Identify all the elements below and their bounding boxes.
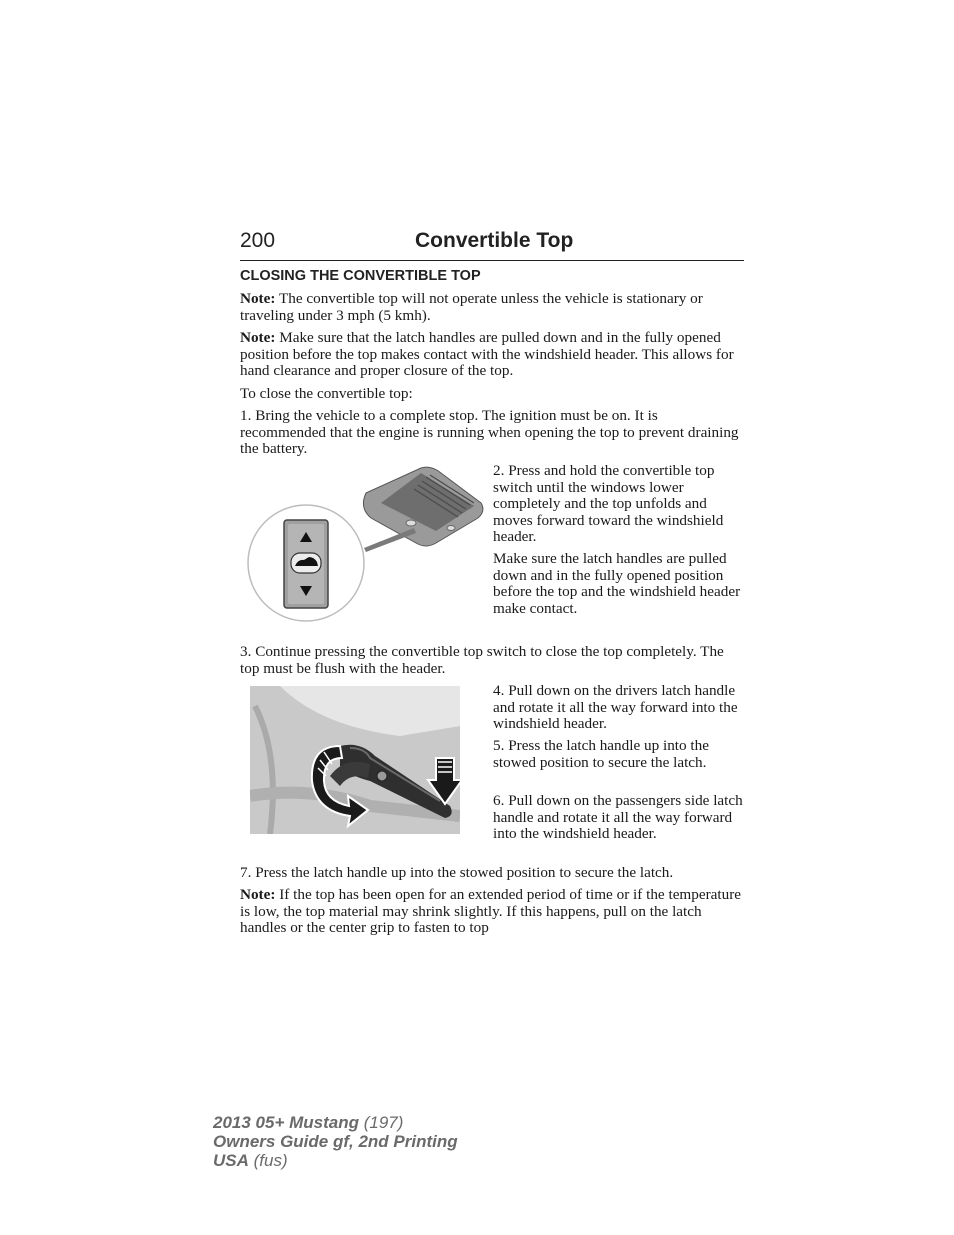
footer-line — [213, 1132, 458, 1151]
step-1: 1. Bring the vehicle to a complete stop. The ignition must be on. It is recommended that the engine is running when opening the top to prevent draining the battery. — [240, 407, 739, 457]
convertible-switch-figure — [246, 463, 486, 628]
footer-code: (197) — [359, 1113, 404, 1132]
note-text: If the top has been open for an extended period of time or if the temperature is low, the top material may shrink slightly. If this happens, pull on the latch handles or the center grip to fasten to top — [240, 886, 741, 936]
footer-line — [213, 1113, 458, 1132]
step-2-note: Make sure the latch handles are pulled down and in the fully opened position before the top and the windshield header make contact. — [493, 550, 741, 617]
step-5: 5. Press the latch handle up into the stowed position to secure the latch. — [493, 737, 709, 771]
note-text: Make sure that the latch handles are pulled down and in the fully opened position before the top makes contact with the windshield header. This allows for hand clearance and proper closure of the top. — [240, 329, 734, 379]
note-label: Note: — [240, 329, 276, 346]
note-paragraph — [240, 291, 744, 324]
chapter-title: Convertible Top — [415, 229, 574, 252]
step-4: 4. Pull down on the drivers latch handle and rotate it all the way forward into the windshield header. — [493, 682, 738, 732]
note-label: Note: — [240, 886, 276, 903]
page-header — [240, 229, 744, 261]
console-icon — [363, 467, 483, 546]
note-label: Note: — [240, 290, 276, 307]
footer-market-code: (fus) — [248, 1151, 288, 1170]
footer-market: USA — [213, 1151, 249, 1170]
note-text: The convertible top will not operate unless the vehicle is stationary or traveling under 3 mph (5 kmh). — [240, 290, 703, 324]
footer-line — [213, 1151, 458, 1170]
section-heading: CLOSING THE CONVERTIBLE TOP — [240, 268, 481, 284]
footer-guide: Owners Guide gf, 2nd Printing — [213, 1132, 458, 1151]
footer-model: 2013 05+ Mustang — [213, 1113, 359, 1132]
page-footer — [213, 1113, 458, 1170]
latch-handle-figure — [250, 686, 460, 834]
step-2: 2. Press and hold the convertible top switch until the windows lower completely and the top unfolds and moves forward toward the windshield header. — [493, 462, 724, 545]
step-7: 7. Press the latch handle up into the stowed position to secure the latch. — [240, 864, 674, 881]
note-paragraph — [240, 887, 744, 937]
step-3: 3. Continue pressing the convertible top switch to close the top completely. The top must be flush with the header. — [240, 643, 724, 677]
page-number: 200 — [240, 229, 276, 252]
step-6: 6. Pull down on the passengers side latch handle and rotate it all the way forward into the windshield header. — [493, 792, 743, 842]
intro-paragraph: To close the convertible top: — [240, 385, 413, 402]
note-paragraph — [240, 330, 744, 380]
